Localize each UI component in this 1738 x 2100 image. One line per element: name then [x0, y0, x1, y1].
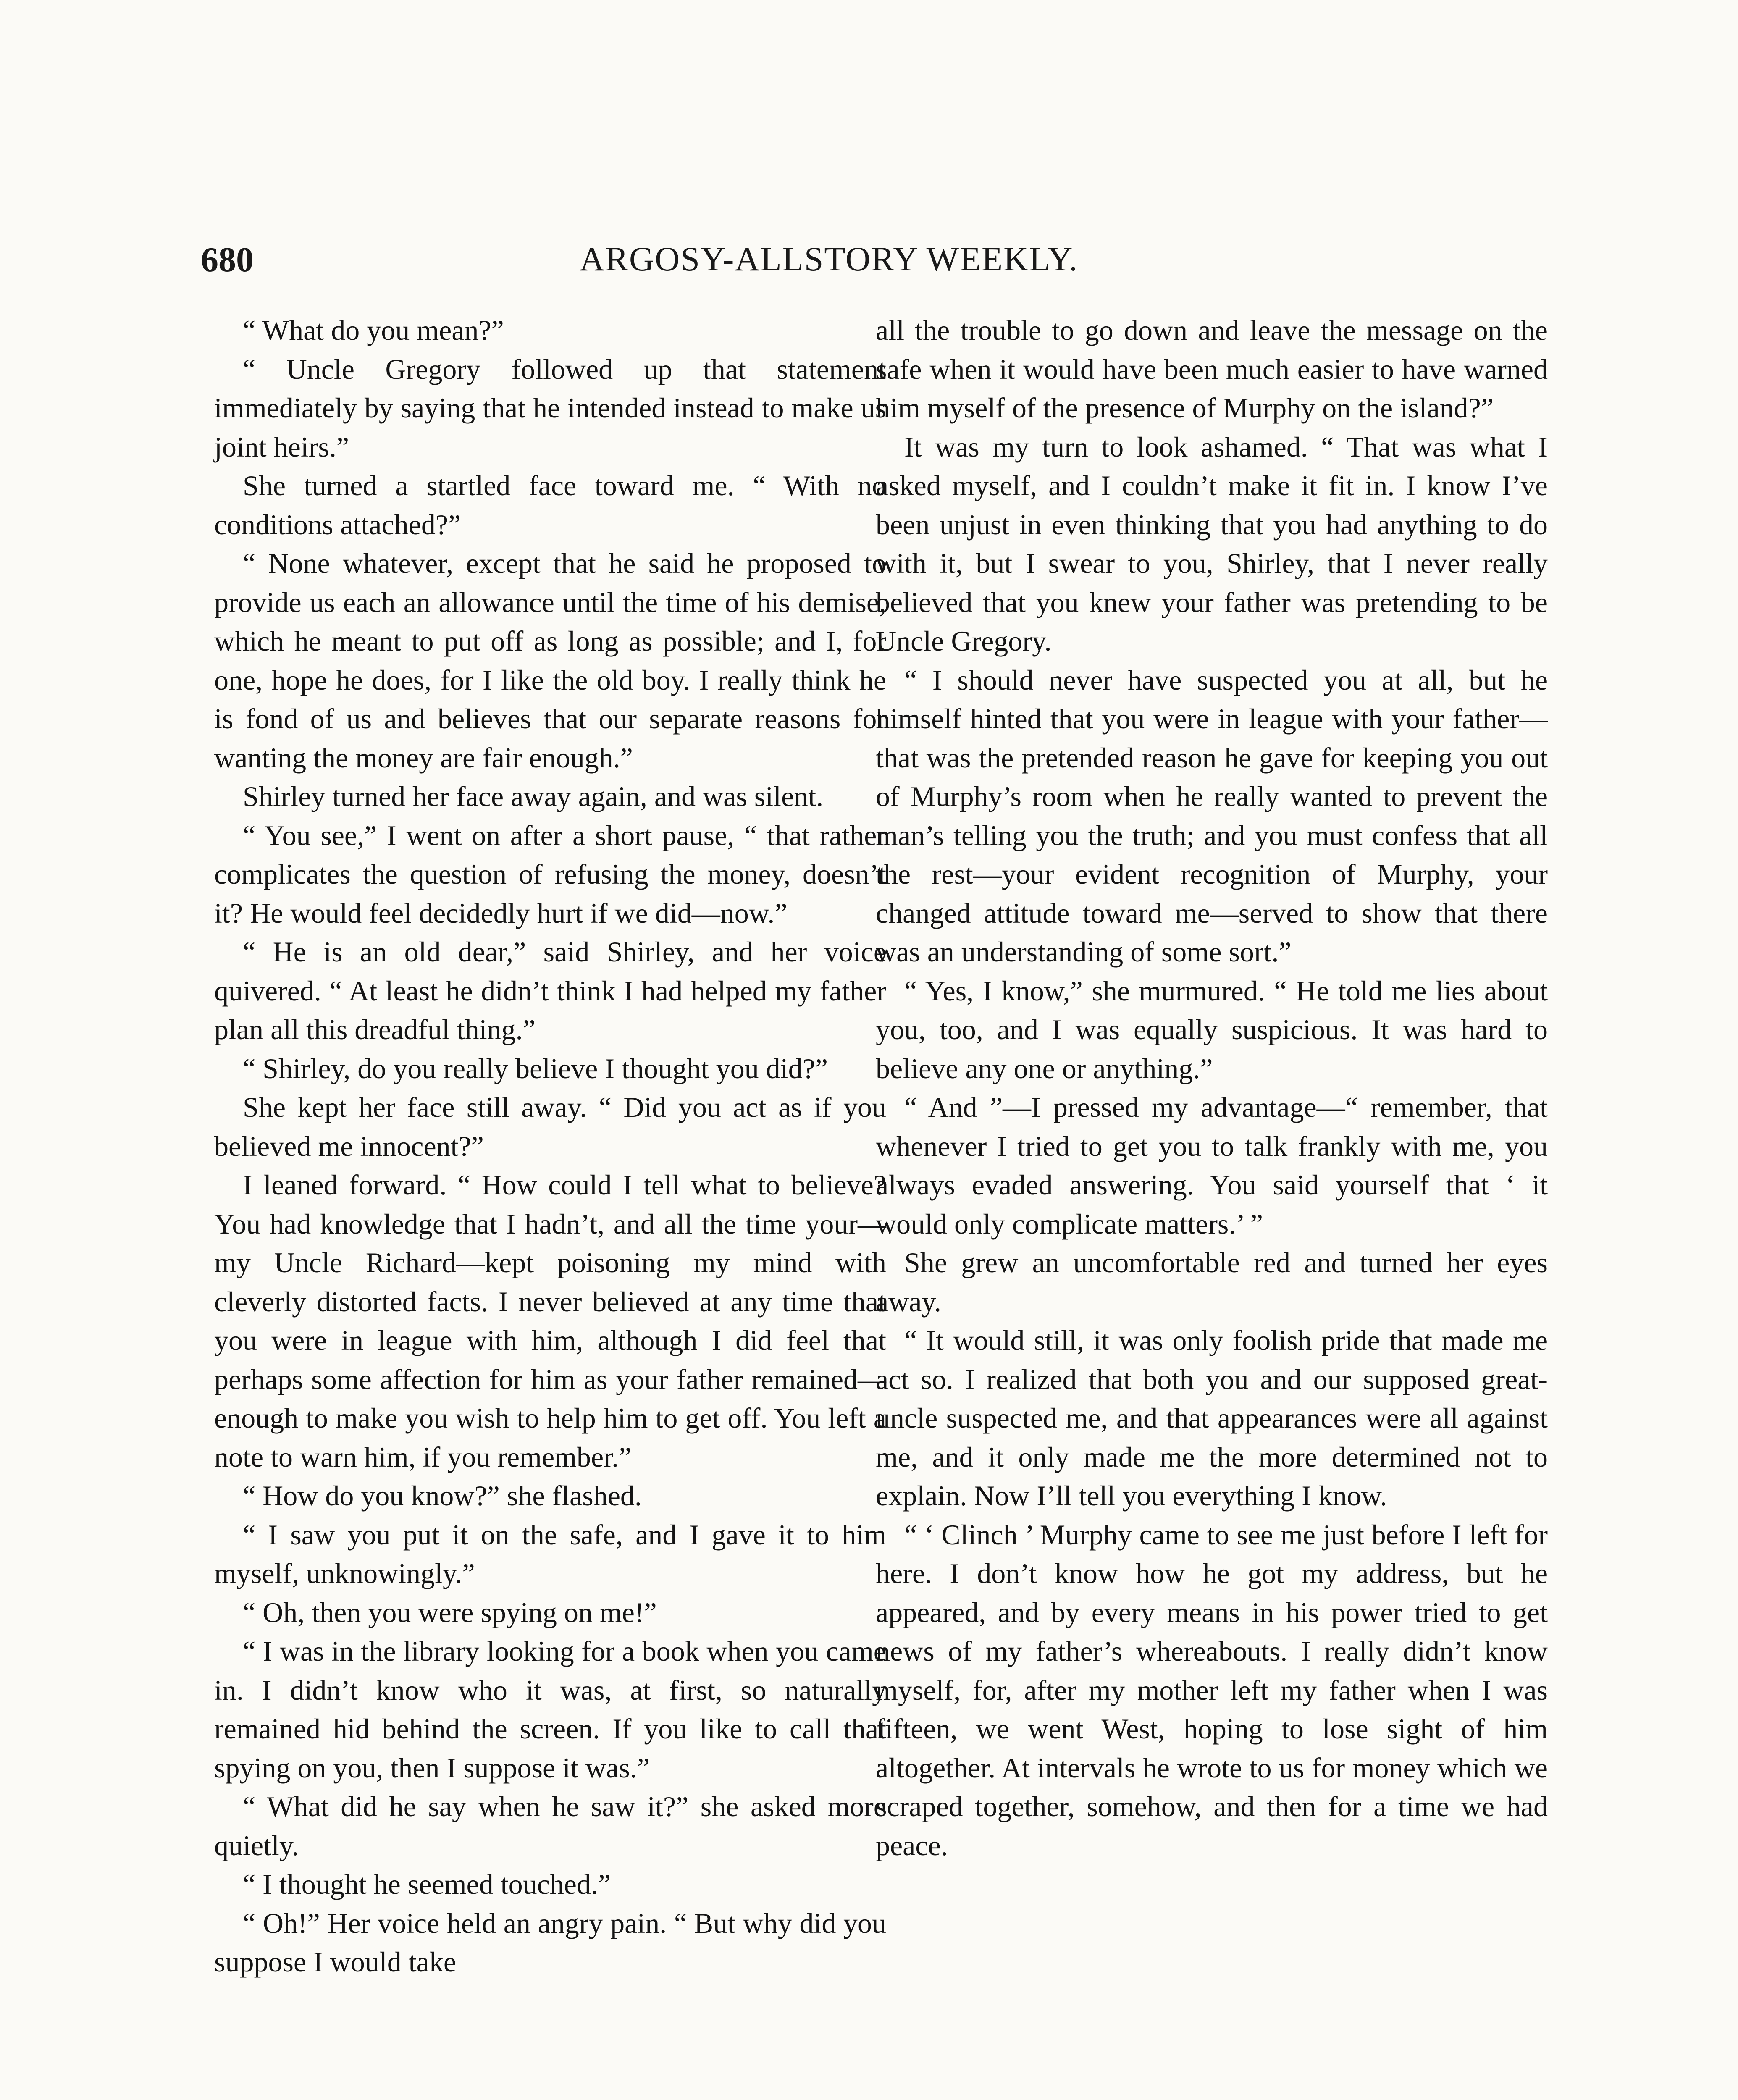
paragraph: I leaned forward. “ How could I tell what to believe? You had knowledge that I hadn’t, and all the time your—my Uncle Richard—kept poisoning my mind with cleverly distorted facts. I never believed at any time that you were in league with him, although I did feel that perhaps some affection for him as your father remained—enough to make you wish to help him to get off. You left a note to warn him, if you remember.” — [214, 1169, 886, 1473]
paragraph: She kept her face still away. “ Did you act as if you believed me innocent?” — [214, 1091, 886, 1162]
paragraph: It was my turn to look ashamed. “ That was what I asked myself, and I couldn’t make it fit in. I know I’ve been unjust in even thinking that you had anything to do with it, but I swear to you, Shirley, that I never really believed that you knew your father was pretending to be Uncle Gregory. — [876, 430, 1548, 657]
paragraph: “ What did he say when he saw it?” she asked more quietly. — [214, 1790, 886, 1861]
page-number: 680 — [201, 240, 254, 279]
paragraph: She grew an uncomfortable red and turned her eyes away. — [876, 1247, 1548, 1318]
paragraph: “ It would still, it was only foolish pride that made me act so. I realized that both you and our supposed great-uncle suspected me, and that appearances were all against me, and it only made me the more determined not to explain. Now I’ll tell you everything I know. — [876, 1324, 1548, 1512]
paragraph: “ I should never have suspected you at all, but he himself hinted that you were in league with your father—that was the pretended reason he gave for keeping you out of Murphy’s room when he really wanted to prevent the man’s telling you the truth; and you must confess that all the rest—your evident recognition of Murphy, your changed attitude toward me—served to show that there was an understanding of some sort.” — [876, 664, 1548, 968]
running-header — [0, 239, 1738, 298]
paragraph: “ How do you know?” she flashed. — [243, 1480, 642, 1512]
paragraph: “ What do you mean?” — [243, 314, 504, 346]
paragraph: “ Oh!” Her voice held an angry pain. “ But why did you suppose I would take — [214, 1907, 886, 1978]
paragraph: “ None whatever, except that he said he proposed to provide us each an allowance until the time of his demise, which he meant to put off as long as possible; and I, for one, hope he does, for I like the old boy. I really think he is fond of us and believes that our separate reasons for wanting the money are fair enough.” — [214, 547, 886, 774]
paragraph: “ ‘ Clinch ’ Murphy came to see me just before I left for here. I don’t know how he got my address, but he appeared, and by every means in his power tried to get news of my father’s whereabouts. I really didn’t know myself, for, after my mother left my father when I was fifteen, we went West, hoping to lose sight of him altogether. At intervals he wrote to us for money which we scraped together, somehow, and then for a time we had peace. — [876, 1518, 1548, 1861]
magazine-title: ARGOSY-ALLSTORY WEEKLY. — [580, 240, 1079, 278]
paragraph: “ Shirley, do you really believe I thought you did?” — [243, 1052, 828, 1084]
paragraph: “ You see,” I went on after a short pause, “ that rather complicates the question of refusing the money, doesn’t it? He would feel decidedly hurt if we did—now.” — [214, 819, 886, 929]
paragraph: “ I thought he seemed touched.” — [243, 1868, 611, 1900]
paragraph: all the trouble to go down and leave the message on the safe when it would have been much easier to have warned him myself of the presence of Murphy on the island?” — [876, 314, 1548, 424]
paragraph: “ Yes, I know,” she murmured. “ He told me lies about you, too, and I was equally suspicious. It was hard to believe any one or anything.” — [876, 974, 1548, 1084]
paragraph: “ Oh, then you were spying on me!” — [243, 1596, 657, 1628]
paragraph: Shirley turned her face away again, and was silent. — [243, 780, 824, 812]
paragraph: “ I was in the library looking for a book when you came in. I didn’t know who it was, at first, so naturally remained hid behind the screen. If you like to call that spying on you, then I suppose it was.” — [214, 1635, 886, 1784]
paragraph: “ He is an old dear,” said Shirley, and her voice quivered. “ At least he didn’t think I had helped my father plan all this dreadful thing.” — [214, 936, 886, 1045]
right-text-column — [876, 311, 1548, 1865]
paragraph: She turned a startled face toward me. “ With no conditions attached?” — [214, 470, 886, 541]
paragraph: “ Uncle Gregory followed up that statement immediately by saying that he intended instead to make us joint heirs.” — [214, 353, 886, 463]
paragraph: “ And ”—I pressed my advantage—“ remember, that whenever I tried to get you to talk frankly with me, you always evaded answering. You said yourself that ‘ it would only complicate matters.’ ” — [876, 1091, 1548, 1240]
left-text-column — [214, 311, 886, 1982]
paragraph: “ I saw you put it on the safe, and I gave it to him myself, unknowingly.” — [214, 1518, 886, 1589]
